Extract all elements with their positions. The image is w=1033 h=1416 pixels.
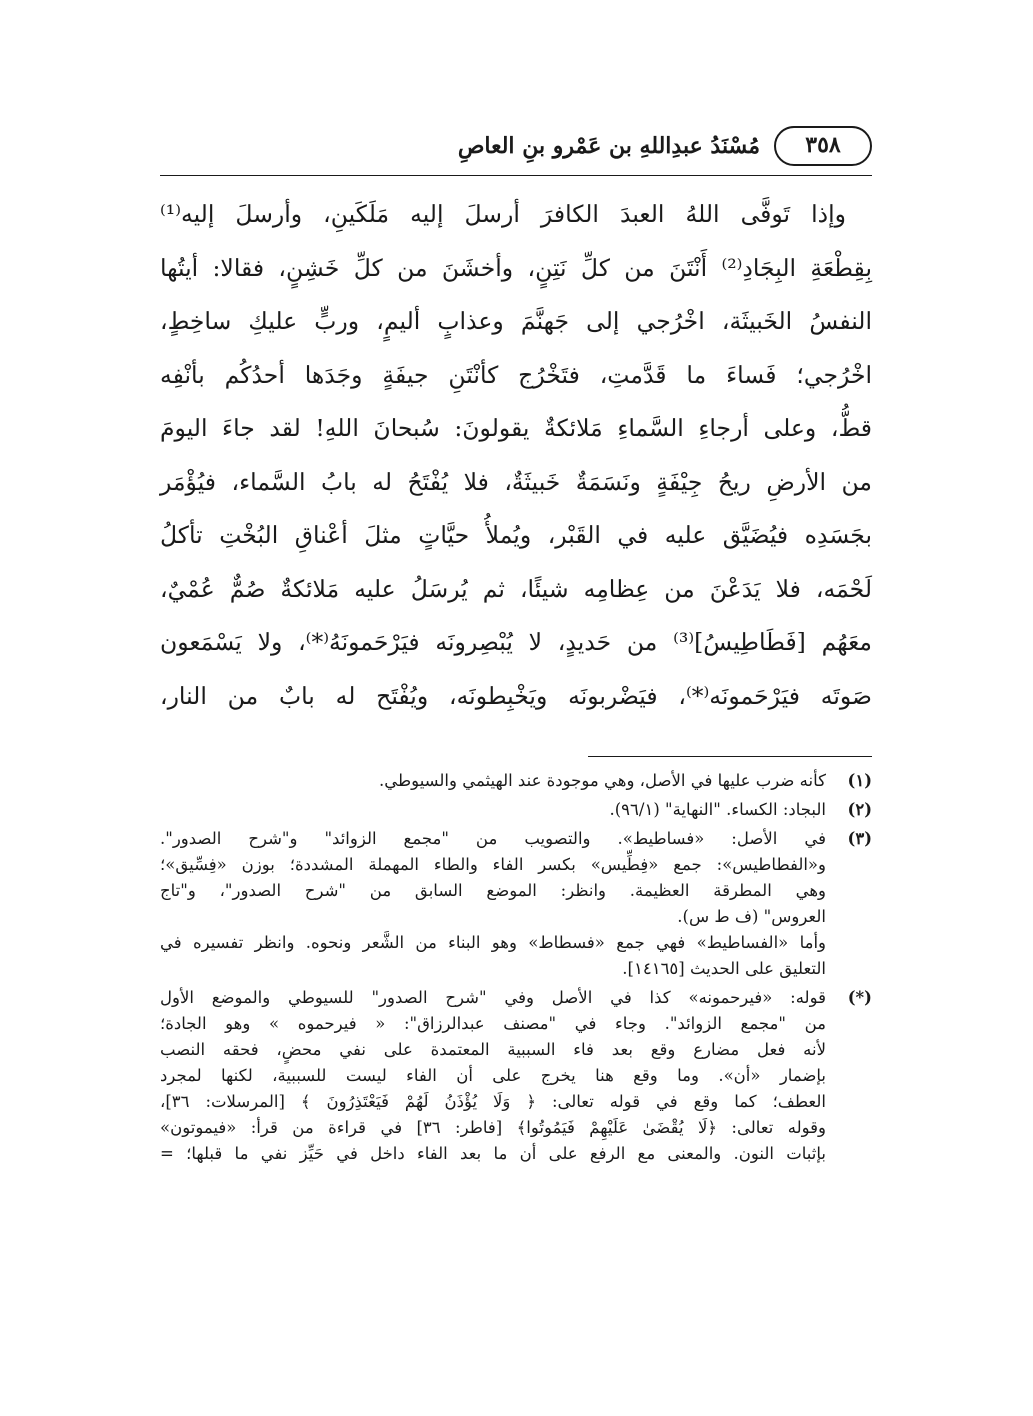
footnote-line: وأما «الفساطيط» فهي جمع «فسطاط» وهو البناء من الشَّعر ونحوه. وانظر تفسيره في [160, 933, 826, 952]
footnote-separator [588, 756, 872, 757]
page-number: ٣٥٨ [774, 126, 872, 166]
text-line: بجَسَدِه فيُضَيَّق عليه في القَبْر، ويُملأُ حيَّاتٍ مثلَ أعْناقِ البُخْتِ تأكلُ [160, 521, 872, 549]
text-line: لَحْمَه، فلا يَدَعْنَ من عِظامِه شيئًا، ثم يُرسَلُ عليه مَلائكةٌ صُمٌّ عُمْيٌ، [160, 574, 872, 603]
running-title: مُسْنَدُ عبدِاللهِ بن عَمْرو بنِ العاصِ [457, 133, 760, 159]
footnote-1 [160, 768, 872, 794]
footnote-line: بإثبات النون. والمعنى مع الرفع على أن ما بعد الفاء داخل في حَيِّز نفي ما قبلها؛ = [160, 1144, 826, 1163]
footnote-mark: (٣) [847, 829, 872, 848]
footnote-line: العطف؛ كما وقع في قوله تعالى: ﴿ وَلَا يُؤْذَنُ لَهُمْ فَيَعْتَذِرُونَ ﴾ [المرسلات: ٣٦]، [160, 1092, 826, 1111]
text-line: صَوتَه فيَرْحَمونَه⁽*⁾، فيَضْربونَه ويَخْبِطونَه، ويُفْتَح له بابٌ من النار، [160, 681, 872, 710]
footnote-line: في الأصل: «فساطيط». والتصويب من "مجمع الزوائد" و"شرح الصدور". [160, 829, 826, 848]
page-header [160, 122, 872, 178]
footnote-mark: (١) [847, 771, 872, 790]
footnote-line: البجاد: الكساء. "النهاية" (٩٦/١). [609, 800, 826, 819]
text-line: من الأرضِ ريحُ جِيْفَةٍ ونَسَمَةٌ خَبيثَةٌ، فلا يُفْتَحُ له بابُ السَّماء، فيُؤْمَر [160, 467, 872, 496]
text-line: بِقِطْعَةِ البِجَادِ⁽²⁾ أَنْتَنَ من كلِّ نَتِنٍ، وأخشَنَ من كلِّ خَشِنٍ، فقالا: أيتُها [160, 253, 872, 282]
footnote-line: بإضمار «أن». وما وقع هنا يخرج على أن الفاء ليست للسببية، لكنها لمجرد [160, 1066, 826, 1085]
text-line: معَهُم [فَطَاطِيسُ]⁽³⁾ من حَديدٍ، لا يُبْصِرونَه فيَرْحَمونَهُ⁽*⁾، ولا يَسْمَعون [160, 628, 873, 656]
footnote-star [160, 985, 872, 1167]
footnote-line: قوله: «فيرحمونه» كذا في الأصل وفي "شرح الصدور" للسيوطي والموضع الأول [160, 988, 826, 1007]
footnote-line: وقوله تعالى: ﴿لَا يُقْضَىٰ عَلَيْهِمْ فَيَمُوتُوا﴾ [فاطر: ٣٦] في قراءة من قرأ: «فيموتون» [160, 1118, 826, 1137]
footnote-mark: (*) [847, 988, 872, 1007]
footnote-line: التعليق على الحديث [١٤١٦٥]. [622, 959, 826, 978]
footnote-mark: (٢) [847, 800, 872, 819]
footnote-line: وهي المطرقة العظيمة. وانظر: الموضع السابق من "شرح الصدور"، و"تاج [160, 881, 826, 900]
text-line: النفسُ الخَبيثَة، اخْرُجي إلى جَهنَّمَ وعذابٍ أليمٍ، وربٍّ عليكِ ساخِطٍ، [160, 307, 872, 335]
text-line: قطُّ، وعلى أرجاءِ السَّماءِ مَلائكةٌ يقولونَ: سُبحانَ اللهِ! لقد جاءَ اليومَ [160, 414, 872, 442]
footnote-line: العروس" (ف ط س). [677, 907, 826, 926]
footnote-2 [160, 797, 872, 823]
header-rule [160, 175, 872, 176]
footnote-3 [160, 826, 872, 982]
text-line: وإذا تَوفَّى اللهُ العبدَ الكافرَ أرسلَ إليه مَلَكَينِ، وأرسلَ إليه⁽¹⁾ [160, 200, 846, 228]
footnotes [160, 768, 872, 1170]
footnote-line: كأنه ضرب عليها في الأصل، وهي موجودة عند الهيثمي والسيوطي. [379, 771, 826, 790]
text-line: اخْرُجي؛ فَساءَ ما قَدَّمتِ، فتَخْرُج كأنْتَنِ جيفَةٍ وجَدَها أحدُكُم بأنْفِه [160, 360, 872, 389]
footnote-line: لأنه فعل مضارع وقع بعد فاء السببية المعتمدة على نفي محضٍ، فحقه النصب [160, 1040, 826, 1059]
footnote-line: و«الفطاطيس»: جمع «فِطِّيس» بكسر الفاء والطاء المهملة المشددة؛ بوزن «فِسِّيق»؛ [160, 855, 826, 874]
main-text [160, 188, 872, 723]
footnote-line: من "مجمع الزوائد". وجاء في "مصنف عبدالرزاق": « فيرحموه » وهو الجادة؛ [160, 1014, 826, 1033]
